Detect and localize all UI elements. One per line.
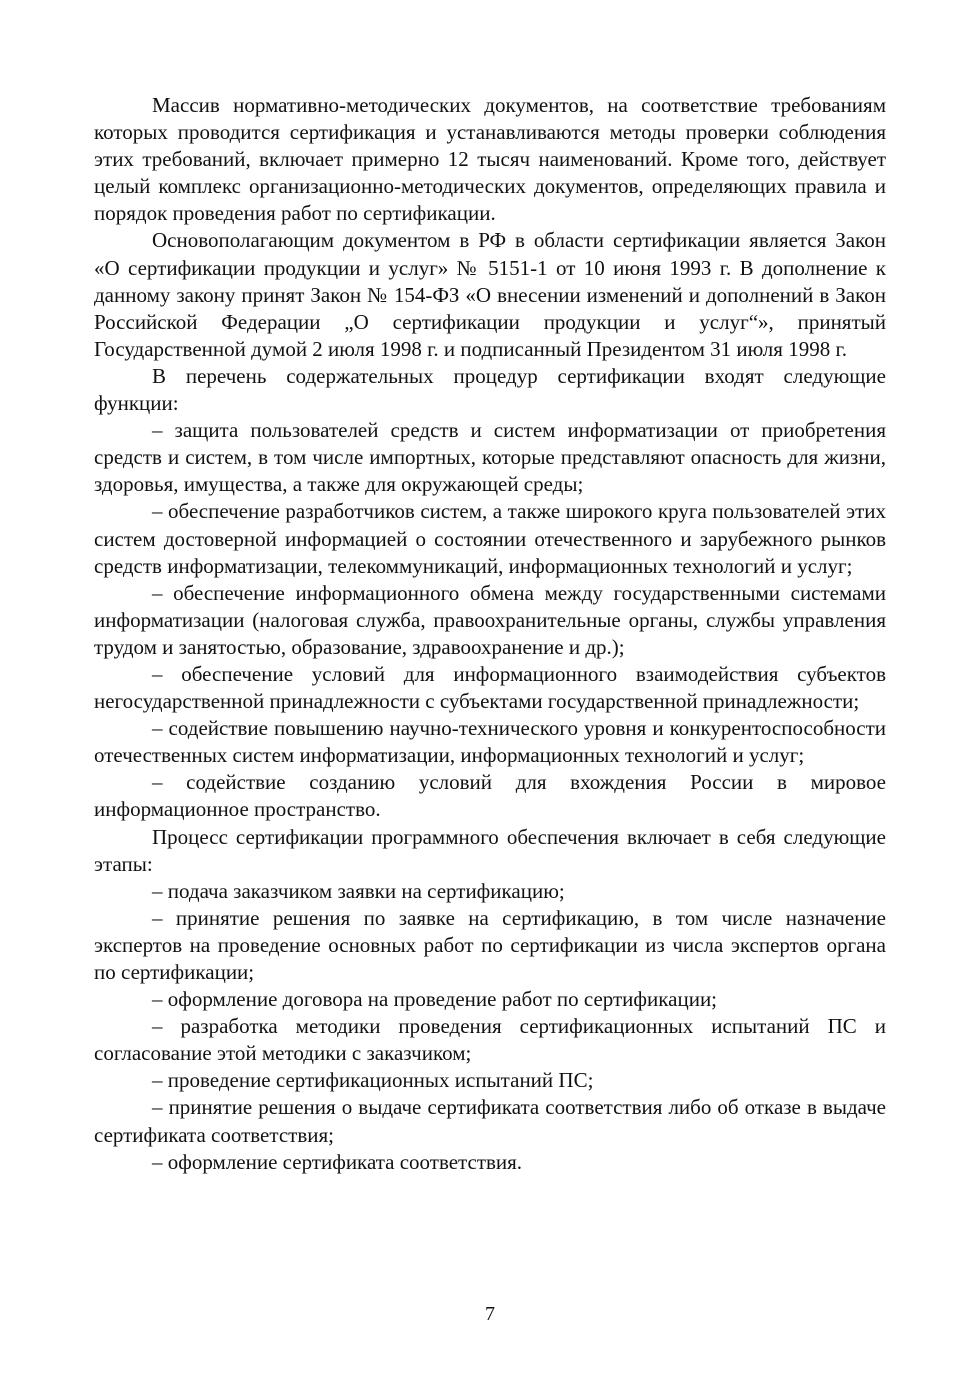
list-item-stage: – подача заказчиком заявки на сертификацию;: [152, 878, 565, 903]
list-item-stage: – оформление договора на проведение работ по сертификации;: [152, 987, 718, 1012]
list-item-function: – обеспечение разработчиков систем, а также широкого круга пользователей этих систем достоверной информацией о состоянии отечественного и зарубежного рынков средств информатизации, телекоммуникаций, информационных технологий и услуг;: [94, 499, 886, 578]
list-item-function: – содействие созданию условий для вхождения России в мировое информационное пространство.: [94, 770, 886, 822]
list-item-function: – обеспечение условий для информационного взаимодействия субъектов негосударственной принадлежности с субъектами государственной принадлежности;: [94, 661, 886, 714]
list-item-stage: – проведение сертификационных испытаний ПС;: [152, 1068, 594, 1093]
paragraph-functions-intro: В перечень содержательных процедур сертификации входят следующие функции:: [94, 363, 886, 416]
list-item-function: – обеспечение информационного обмена между государственными системами информатизации (налоговая служба, правоохранительные органы, службы управления трудом и занятостью, образование, здравоохранение и др.);: [94, 580, 886, 659]
list-item-stage: – принятие решения по заявке на сертификацию, в том числе назначение экспертов на проведение основных работ по сертификации из числа экспертов органа по сертификации;: [94, 905, 886, 984]
list-item-stage: – разработка методики проведения сертификационных испытаний ПС и согласование этой методики с заказчиком;: [94, 1014, 886, 1066]
document-body: [94, 92, 886, 1176]
paragraph-document-array: Массив нормативно-методических документов, на соответствие требованиям которых проводится сертификация и устанавливаются методы проверки соблюдения этих требований, включает примерно 12 тысяч наименований. Кроме того, действует целый комплекс организационно-методических документов, определяющих правила и порядок проведения работ по сертификации.: [94, 93, 886, 226]
list-item-function: – защита пользователей средств и систем информатизации от приобретения средств и систем, в том числе импортных, которые представляют опасность для жизни, здоровья, имущества, а также для окружающей среды;: [94, 418, 886, 497]
list-item-stage: – принятие решения о выдаче сертификата соответствия либо об отказе в выдаче сертификата соответствия;: [94, 1095, 886, 1147]
paragraph-certification-law: Основополагающим документом в РФ в области сертификации является Закон «О сертификации продукции и услуг» № 5151-1 от 10 июня 1993 г. В дополнение к данному закону принят Закон № 154-ФЗ «О внесении изменений и дополнений в Закон Российской Федерации „О сертификации продукции и услуг“», принятый Государственной думой 2 июля 1998 г. и подписанный Президентом 31 июля 1998 г.: [94, 228, 886, 361]
list-item-stage: – оформление сертификата соответствия.: [152, 1149, 523, 1174]
list-item-function: – содействие повышению научно-технического уровня и конкурентоспособности отечественных систем информатизации, информационных технологий и услуг;: [94, 716, 886, 768]
paragraph-stages-intro: Процесс сертификации программного обеспечения включает в себя следующие этапы:: [94, 824, 886, 876]
page-number: 7: [485, 1303, 495, 1325]
